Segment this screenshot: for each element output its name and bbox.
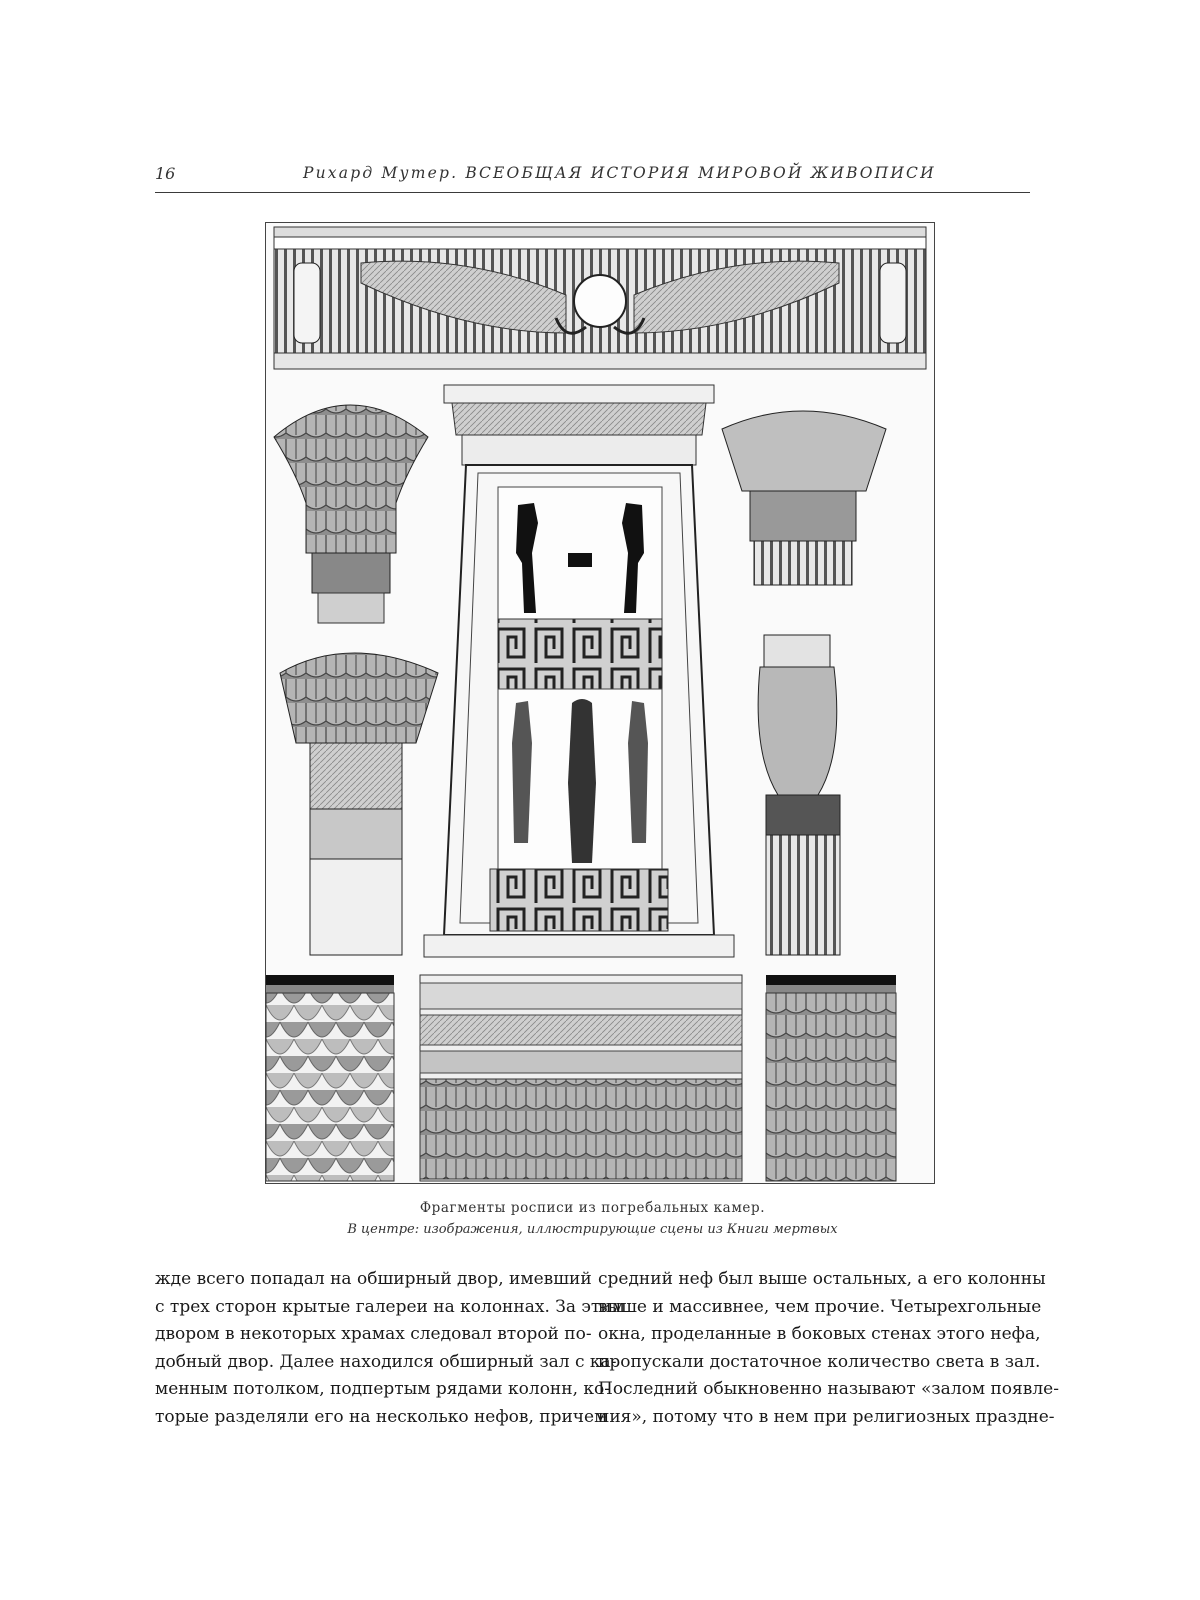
- text-line: добный двор. Далее находился обширный зал с ка-: [155, 1351, 617, 1372]
- figure-caption: [155, 1197, 1030, 1241]
- scale-pattern-panel-left: [266, 975, 394, 1181]
- text-line: с трех сторон крытые галереи на колоннах. За этим: [155, 1296, 625, 1317]
- feather-pattern-panel-right: [766, 975, 896, 1181]
- text-line: торые разделяли его на несколько нефов, причем: [155, 1406, 608, 1427]
- running-head: [155, 158, 1030, 193]
- body-text-right-column: [598, 1266, 1059, 1431]
- text-line: средний неф был выше остальных, а его колонны: [598, 1269, 1046, 1289]
- central-pylon: [424, 385, 734, 957]
- text-line: жде всего попадал на обширный двор, имевший: [155, 1269, 592, 1289]
- bell-column-right: [758, 635, 840, 955]
- text-line: пропускали достаточное количество света в зал.: [598, 1351, 1041, 1372]
- palm-column-left: [280, 653, 438, 955]
- body-text-left-column: [155, 1266, 625, 1431]
- running-title: Рихард Мутер. ВСЕОБЩАЯ ИСТОРИЯ МИРОВОЙ ЖИВОПИСИ: [303, 164, 936, 182]
- text-line: выше и массивнее, чем прочие. Четырехгольные: [598, 1296, 1042, 1317]
- caption-title: Фрагменты росписи из погребальных камер.: [419, 1200, 766, 1216]
- text-line: окна, проделанные в боковых стенах этого нефа,: [598, 1324, 1041, 1344]
- frieze-ornament-panel-center: [420, 975, 742, 1181]
- lotus-capital-left: [274, 405, 428, 623]
- page-number: 16: [155, 164, 176, 183]
- text-line: менным потолком, подпертым рядами колонн, ко-: [155, 1379, 610, 1399]
- papyrus-capital-right: [722, 411, 886, 585]
- illustration-plate: [265, 222, 935, 1184]
- caption-subtitle: В центре: изображения, иллюстрирующие сцены из Книги мертвых: [347, 1222, 838, 1237]
- winged-sun-cornice: [274, 227, 926, 369]
- text-line: ния», потому что в нем при религиозных праздне-: [598, 1406, 1055, 1427]
- text-line: двором в некоторых храмах следовал второй по-: [155, 1324, 592, 1344]
- text-line: Последний обыкновенно называют «залом появле-: [598, 1379, 1059, 1399]
